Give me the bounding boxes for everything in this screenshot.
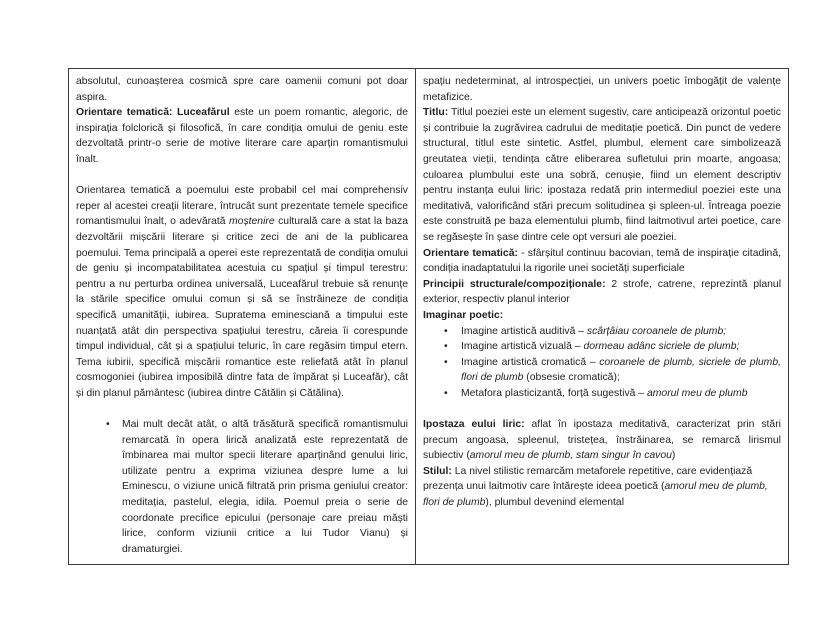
bullet-dot-icon: • <box>106 419 110 431</box>
text-run: este un poem romantic, alegoric, de inspirația folclorică și filosofică, în care condiția omului de geniu este dezvoltată printr-o serie de motive literare care aparțin romantismului înalt. <box>76 107 408 165</box>
table-row <box>69 69 789 565</box>
right-column-content <box>423 74 781 511</box>
paragraph-right-titlu <box>423 105 781 245</box>
text-run: culturală care a stat la baza dezvoltării mișcării literare și critice zeci de ani de la publicarea poemului. Tema principală a operei este reprezentată de condiția omului de geniu și incompatabilitatea acestuia cu spațiul și timpul terestru: pentru a nu perturba ordinea universală, Luceafărul trebuie să renunțe la stările specifice omului comun și să se înstrăineze de condiția specifică umanității, iubirea. Supratema eminesciană a timpului este nuanțată atât din perspectiva spațiului terestru, căreia îi corespunde timpul individual, cât și a spațiului teluric, în care regăsim timpul etern. Tema iubirii, specifică mișcării romantice este reliefată atât în planul cosmogoniei (iubirea imposibilă dintre fata de împărat și Luceafăr), cât și din planul pământesc (iubirea dintre Cătălin și Cătălina). <box>76 216 408 399</box>
text-run: Mai mult decât atât, o altă trăsătură specifică romantismului remarcată în opera lirică analizată este reprezentată de îmbinarea mai multor specii literare aparținând genului liric, utilizate pentru a exprima viziunea despre lume a lui Eminescu, o viziune unică filtrată prin prisma geniului creator: meditația, pastelul, elegia, idila. Poemul preia o serie de coordonate precifice epicului (personaje care preiau măști lirice, conform viziunii critice a lui Tudor Vianu) și dramaturgiei. <box>122 419 408 555</box>
text-run: coroanele de plumb, sicriele de plumb, flori de plumb <box>461 356 781 384</box>
text-run: - sfârșitul continuu bacovian, temă de inspirație citadină, condiția inadaptatului la rigorile unei societăți superficiale <box>423 247 782 275</box>
text-run: moștenire <box>229 216 275 228</box>
text-run: amorul meu de plumb, stam singur în cavou <box>469 450 672 462</box>
text-run: Titlu: <box>423 107 449 119</box>
text-run: Ipostaza eului liric: <box>423 419 525 431</box>
text-run: dormeau adânc sicriele de plumb; <box>583 341 740 353</box>
text-run: Imagine artistică vizuală – <box>461 341 584 353</box>
text-run: (obsesie cromatică); <box>523 372 620 384</box>
text-run: aflat în ipostaza meditativă, caracterizat prin stări precum angoasa, spleenul, tristețea, înstrăinarea, se remarcă lirismul subiectiv ( <box>423 419 781 462</box>
bullet-dot-icon: • <box>444 356 448 368</box>
text-run: Metafora plasticizantă, forță sugestivă – <box>461 387 647 399</box>
list-item <box>441 386 781 402</box>
text-run: Orientarea tematică a poemului este probabil cel mai comprehensiv reper al acestei creații literare, întrucât sunt prezentate temele specifice romantismului înalt, o adevărată <box>76 185 408 228</box>
paragraph-right-orientare-tematica <box>423 246 781 277</box>
list-item-text <box>122 419 408 555</box>
text-run: amorul meu de plumb <box>646 387 748 399</box>
text-run: scârțâiau coroanele de plumb; <box>586 325 727 337</box>
text-run: ) <box>671 450 676 462</box>
bullet-dot-icon: • <box>444 341 448 353</box>
heading-imaginar-poetic <box>423 308 781 324</box>
text-run: Titlul poeziei este un element sugestiv, care anticipează orizontul poetic și contribuie la zugrăvirea cadrului de meditație poetică. Din punct de vedere structural, titlul este sintetic. Astfel, plumbul, element care simbolizează greutatea vieții, tendința către eliberarea sufletului prin moarte, angoasa; culoarea plumbului este una sobră, cenușie, fiind un element descriptiv pentru instanța eului liric: ipostaza redată prin intermediul poeziei este una meditativă, valorificând stări precum solitudinea și spleen-ul. Întreaga poezie este construită pe baza elementului plumb, fiind laitmotivul artei poetice, care se regăsește în șase dintre cele opt versuri ale poeziei. <box>423 107 781 243</box>
text-run: spațiu nedeterminat, al introspecției, un univers poetic îmbogățit de valențe metafizice. <box>423 76 781 103</box>
bullet-dot-icon: • <box>444 387 448 399</box>
two-column-layout-table <box>68 68 789 565</box>
paragraph-left-1 <box>76 74 408 105</box>
list-item-text <box>461 326 726 337</box>
bullet-dot-icon: • <box>444 325 448 337</box>
text-run: Principii structurale/compoziționale: <box>423 278 606 290</box>
text-run: Imaginar poetic: <box>423 309 504 321</box>
paragraph-right-ipostaza-eului-liric <box>423 417 781 464</box>
list-item-text <box>461 388 747 399</box>
paragraph-right-principii-structurale <box>423 277 781 308</box>
list-item <box>102 417 408 557</box>
paragraph-left-2 <box>76 105 408 167</box>
text-run: absolutul, cunoașterea cosmică spre care oamenii comuni pot doar aspira. <box>76 76 408 103</box>
text-run: 2 strofe, catrene, reprezintă planul exterior, respectiv planul interior <box>423 278 781 306</box>
text-run: Stilul: <box>423 465 452 477</box>
paragraph-right-stilul <box>423 464 781 511</box>
list-item <box>441 355 781 386</box>
text-run: ), plumbul devenind elemental <box>485 497 624 509</box>
text-run: Imagine artistică auditivă – <box>461 325 587 337</box>
text-run: Imagine artistică cromatică – <box>461 356 600 368</box>
left-column-bullet-list <box>76 417 408 557</box>
paragraph-left-3 <box>76 183 408 401</box>
list-item <box>441 339 781 355</box>
paragraph-right-1 <box>423 74 781 105</box>
right-column-bullet-list <box>423 324 781 402</box>
text-run: Orientare tematică: <box>423 247 518 259</box>
list-item-text <box>461 341 739 352</box>
text-run: amorul meu de plumb, flori de plumb <box>423 481 768 509</box>
list-item-text <box>461 357 781 384</box>
text-run: La nivel stilistic remarcăm metaforele repetitive, care evidențiază prezența unui laitmotiv care întărește ideea poetică ( <box>423 465 753 493</box>
right-column-cell <box>416 69 789 565</box>
text-run: Orientare tematică: Luceafărul <box>76 107 230 119</box>
left-column-cell <box>69 69 416 565</box>
left-column-content <box>76 74 408 557</box>
list-item <box>441 324 781 340</box>
